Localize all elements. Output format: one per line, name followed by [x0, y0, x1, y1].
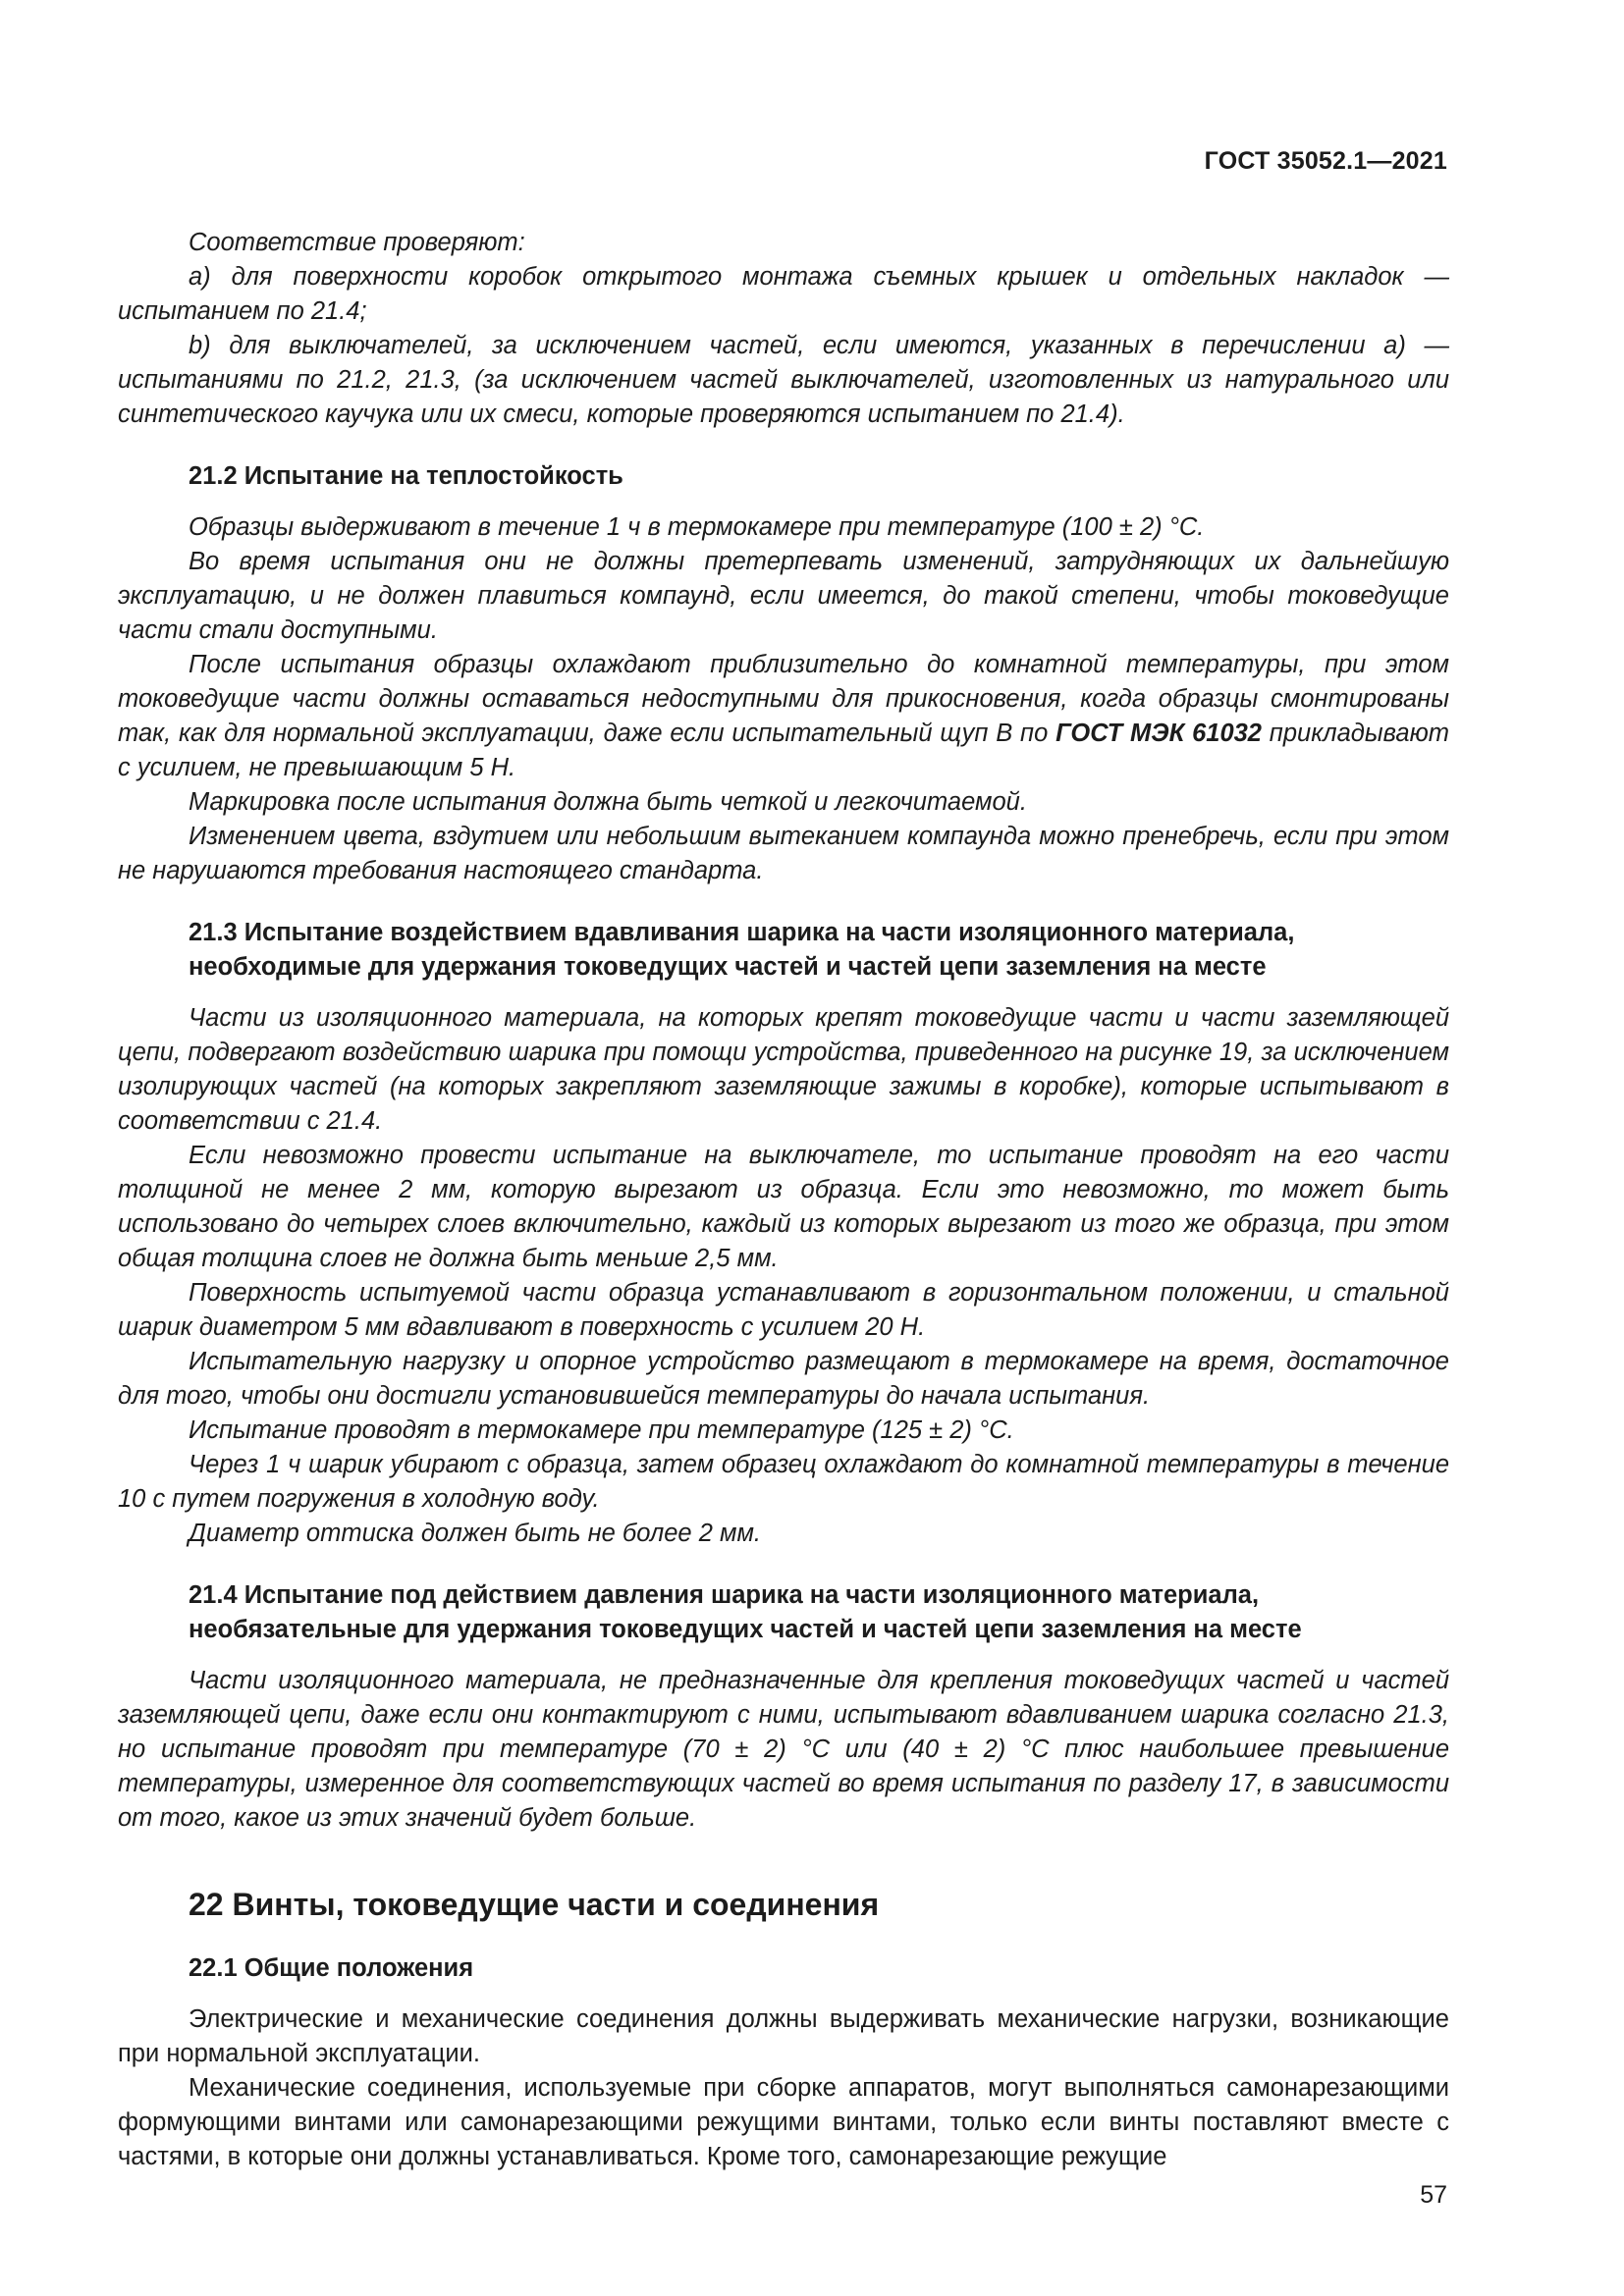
list-item-a: a) для поверхности коробок открытого монтажа съемных крышек и отдельных накладок — испытанием по 21.4; — [118, 263, 1449, 325]
section-heading-22-1: 22.1 Общие положения — [189, 1954, 474, 1982]
standard-reference: ГОСТ МЭК 61032 — [1056, 720, 1262, 747]
paragraph — [118, 648, 1449, 785]
section-heading-21-2: 21.2 Испытание на теплостойкость — [189, 462, 623, 490]
paragraph: Изменением цвета, вздутием или небольшим вытеканием компаунда можно пренебречь, если при этом не нарушаются требования настоящего стандарта. — [118, 823, 1449, 884]
paragraph: Если невозможно провести испытание на выключателе, то испытание проводят на его части толщиной не менее 2 мм, которую вырезают из образца. Если это невозможно, то может быть использовано до четырех слоев включительно, каждый из которых вырезают из того же образца, при этом общая толщина слоев не должна быть меньше 2,5 мм. — [118, 1142, 1449, 1272]
section-heading-21-3 — [189, 916, 1449, 985]
paragraph: Образцы выдерживают в течение 1 ч в термокамере при температуре (100 ± 2) °С. — [189, 513, 1205, 541]
paragraph: Поверхность испытуемой части образца устанавливают в горизонтальном положении, и стальной шарик диаметром 5 мм вдавливают в поверхность с усилием 20 Н. — [118, 1279, 1449, 1341]
page-content — [118, 226, 1449, 2174]
paragraph: Механические соединения, используемые при сборке аппаратов, могут выполняться самонарезающими формующими винтами или самонарезающими режущими винтами, только если винты поставляют вместе с частями, в которые они должны устанавливаться. Кроме того, самонарезающие режущие — [118, 2074, 1449, 2170]
paragraph: Испытательную нагрузку и опорное устройство размещают в термокамере на время, достаточное для того, чтобы они достигли установившейся температуры до начала испытания. — [118, 1348, 1449, 1410]
page-number: 57 — [1420, 2181, 1447, 2209]
paragraph: Маркировка после испытания должна быть четкой и легкочитаемой. — [189, 788, 1027, 816]
section-heading-21-4 — [189, 1578, 1449, 1647]
heading-line: необязательные для удержания токоведущих частей и частей цепи заземления на месте — [189, 1616, 1302, 1643]
paragraph: Диаметр оттиска должен быть не более 2 мм. — [189, 1520, 762, 1547]
paragraph: Во время испытания они не должны претерпевать изменений, затрудняющих их дальнейшую эксплуатацию, и не должен плавиться компаунд, если имеется, до такой степени, чтобы токоведущие части стали доступными. — [118, 548, 1449, 644]
section-heading-22: 22 Винты, токоведущие части и соединения — [189, 1887, 880, 1922]
heading-line: 21.4 Испытание под действием давления шарика на части изоляционного материала, — [189, 1581, 1260, 1609]
paragraph: Части из изоляционного материала, на которых крепят токоведущие части и части заземляющей цепи, подвергают воздействию шарика при помощи устройства, приведенного на рисунке 19, за исключением изолирующих частей (на которых закрепляют заземляющие зажимы в коробке), которые испытывают в соответствии с 21.4. — [118, 1004, 1449, 1135]
text-run: После испытания образцы охлаждают приблизительно до комнатной температуры, при этом токоведущие части должны оставаться недоступными для прикосновения, когда образцы смонтированы так, как для нормальной эксплуатации, даже если испытательный щуп В по — [118, 651, 1449, 747]
heading-line: необходимые для удержания токоведущих частей и частей цепи заземления на месте — [189, 953, 1267, 981]
list-item-b: b) для выключателей, за исключением частей, если имеются, указанных в перечислении a) — испытаниями по 21.2, 21.3, (за исключением частей выключателей, изготовленных из натурального или синтетического каучука или их смеси, которые проверяются испытанием по 21.4). — [118, 332, 1449, 428]
compliance-intro: Соответствие проверяют: — [189, 229, 525, 256]
paragraph: Через 1 ч шарик убирают с образца, затем образец охлаждают до комнатной температуры в течение 10 с путем погружения в холодную воду. — [118, 1451, 1449, 1513]
paragraph: Части изоляционного материала, не предназначенные для крепления токоведущих частей и частей заземляющей цепи, даже если они контактируют с ними, испытывают вдавливанием шарика согласно 21.3, но испытание проводят при температуре (70 ± 2) °С или (40 ± 2) °С плюс наибольшее превышение температуры, измеренное для соответствующих частей во время испытания по разделу 17, в зависимости от того, какое из этих значений будет больше. — [118, 1667, 1449, 1832]
document-id: ГОСТ 35052.1—2021 — [1204, 147, 1447, 175]
text-run: прикладывают с усилием, не превышающим 5 Н. — [118, 720, 1450, 781]
paragraph: Электрические и механические соединения должны выдерживать механические нагрузки, возникающие при нормальной эксплуатации. — [118, 2005, 1449, 2067]
heading-line: 21.3 Испытание воздействием вдавливания шарика на части изоляционного материала, — [189, 919, 1295, 946]
paragraph: Испытание проводят в термокамере при температуре (125 ± 2) °С. — [189, 1416, 1014, 1444]
